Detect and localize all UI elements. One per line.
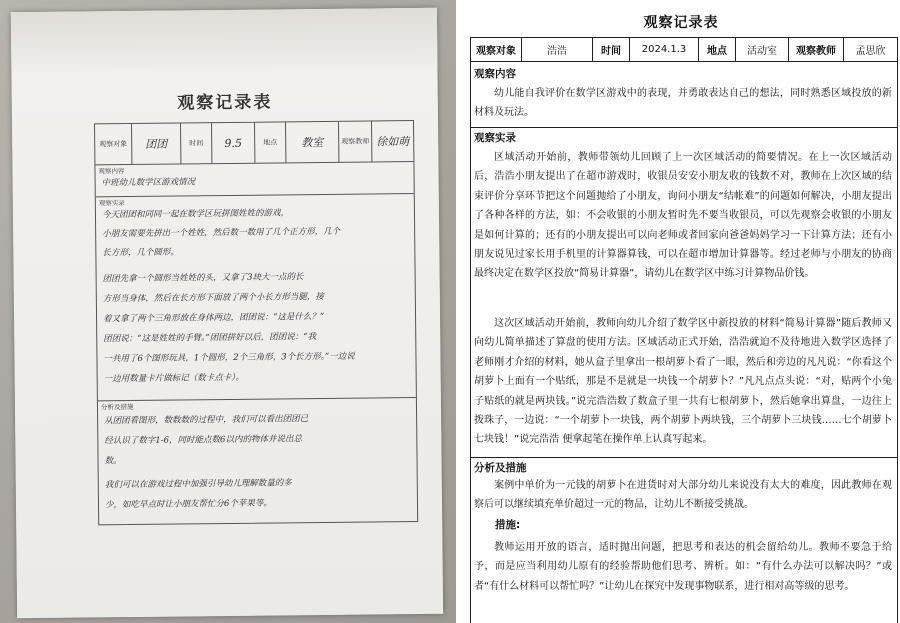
photo-analysis-label: 分析及措施: [100, 402, 134, 412]
photo-record-line: 长方形，几个圆形。: [102, 247, 179, 259]
document-title: 观察记录表: [643, 15, 719, 31]
place-label: 地点: [699, 38, 736, 62]
photo-subject-value: 团团: [132, 123, 181, 164]
photo-record-line: 团团说：“这是姓姓的手臂。”团团拼好以后，团团说：“我: [103, 332, 317, 345]
photo-content-section: [95, 161, 413, 197]
photo-record-section: [96, 193, 416, 401]
measures-heading: 措施:: [495, 519, 521, 531]
photo-record-line: 今天团团和同同一起在数学区玩拼图姓姓的游戏，: [101, 208, 290, 221]
section-divider: [470, 457, 898, 458]
photo-form-table: [94, 120, 418, 525]
record-paragraph-1: 区域活动开始前，教师带领幼儿回顾了上一次区域活动的简要情况。在上一次区域活动后，浩浩小朋友提出了在超市游戏时，收银员安安小朋友收的钱数不对，教师在上次区域的结束评价分享环节把这个问题抛给了小朋友，询问小朋友“结帐难”的问题如何解决，小朋友提出了各种各样的方法，如：不会收银的小朋友暂时先不要当收银员，可以先观察会收银的小朋友是如何计算的；还有的小朋友提出可以向老师或者回家向爸爸妈妈学习一下计算方法；还有小朋友说见过家长用手机里的计算器算钱，可以在超市增加计算器等。经过老师与小朋友的协商最终决定在数学区投放“简易计算器”，请幼儿在数学区中练习计算物品价钱。: [474, 152, 892, 280]
typed-document: [462, 0, 900, 623]
time-value: 2024.1.3: [630, 38, 699, 62]
photo-form-title: 观察记录表: [177, 92, 273, 114]
photo-analysis-line: 从团团看图形，数数数的过程中，我们可以看出团团已: [104, 414, 309, 427]
photo-record-line: 方形当身体，然后在长方形下面放了两个小长方形当腿，接: [102, 291, 324, 305]
photo-time-label: 时间: [181, 123, 212, 163]
subject-value: 浩浩: [522, 38, 593, 62]
photo-place-label: 地点: [255, 122, 286, 162]
teacher-label: 观察教师: [789, 38, 844, 62]
photo-record-line: 一边用数量卡片做标记（数卡点卡）。: [103, 372, 244, 385]
paper-fold-shadow: [11, 8, 438, 72]
place-value: 活动室: [736, 38, 789, 62]
photo-record-label: 观察实录: [98, 199, 125, 208]
content-paragraph: 幼儿能自我评价在数学区游戏中的表现，并勇敢表达自己的想法，同时熟悉区域投放的新材料及玩法。: [474, 88, 892, 119]
photo-analysis-line: 少，如吃早点时让小朋友帮忙分6个苹果等。: [104, 498, 272, 511]
time-label: 时间: [593, 38, 630, 62]
photo-place-value: 教室: [286, 122, 339, 163]
section-divider: [470, 127, 898, 128]
record-heading: 观察实录: [474, 132, 516, 144]
photo-content-label: 观察内容: [98, 167, 125, 176]
photo-teacher-value: 徐如萌: [376, 134, 410, 148]
photo-record-line: 团团先拿一个圆形当姓姓的头，又拿了3块大一点的长: [102, 272, 304, 285]
analysis-paragraph: 案例中单价为一元钱的胡萝卜在进货时对大部分幼儿来说没有太大的难度，因此教师在观察后可以继续填充单价超过一元的物品，让幼儿不断接受挑战。: [474, 480, 892, 511]
measures-paragraph: 教师运用开放的语言，适时抛出问题，把思考和表达的机会留给幼儿。教师不要急于给予，而是应当利用幼儿原有的经验帮助他们思考、辨析。如：“有什么办法可以解决吗？”或者“有什么材料可以帮忙吗？”让幼儿在探究中发现事物联系，进行相对高等级的思考。: [474, 542, 892, 592]
paper-sheet: [11, 8, 443, 618]
content-heading: 观察内容: [474, 68, 516, 80]
photo-analysis-section: [98, 397, 417, 524]
subject-label: 观察对象: [471, 38, 522, 62]
photo-time-value: 9.5: [212, 123, 255, 163]
photo-analysis-line: 我们可以在游戏过程中加强引导幼儿理解数量的多: [104, 478, 292, 491]
photo-record-line: 一共用了6个图形玩具，1个圆形，2个三角形，3个长方形。”一边说: [103, 351, 355, 365]
teacher-value: 孟思欣: [844, 38, 898, 62]
photo-record-line: 着又拿了两个三角形放在身体两边，团团说：“这是什么？”: [103, 311, 325, 325]
photo-form-header-row: [95, 121, 413, 165]
photo-subject-label: 观察对象: [95, 124, 132, 164]
photo-analysis-line: 经认识了数字1-6，同时能点数6以内的物体并说出总: [104, 434, 302, 447]
photo-analysis-line: 数。: [104, 456, 122, 467]
photo-record-line: 小朋友需要先拼出一个姓姓，然后数一数用了几个正方形，几个: [102, 226, 341, 240]
meta-table: [470, 37, 898, 62]
photo-content-text: 中班幼儿数学区游戏情况: [101, 177, 196, 189]
record-paragraph-2: 这次区域活动开始前，教师向幼儿介绍了数学区中新投放的材料“简易计算器”随后教师又向幼儿简单描述了算盘的使用方法。区域活动正式开始，浩浩就迫不及待地进入数学区选择了老师刚才介绍的材料，她从盒子里拿出一根胡萝卜看了一眼，然后和旁边的凡凡说：“你看这个胡萝卜上面有一个贴纸，那是不是就是一块钱一个胡萝卜？”凡凡点点头说：“对，贴两个小兔子贴纸的就是两块钱。”说完浩浩数了数盒子里一共有七根胡萝卜，然后她拿出算盘，一边往上拨珠子，一边说：“一个胡萝卜一块钱，两个胡萝卜两块钱，三个胡萝卜三块钱……七个胡萝卜七块钱！”说完浩浩 便拿起笔在操作单上认真写起来。: [474, 318, 892, 446]
analysis-heading: 分析及措施: [474, 462, 527, 474]
photo-teacher-label: 观察教师: [339, 121, 372, 161]
